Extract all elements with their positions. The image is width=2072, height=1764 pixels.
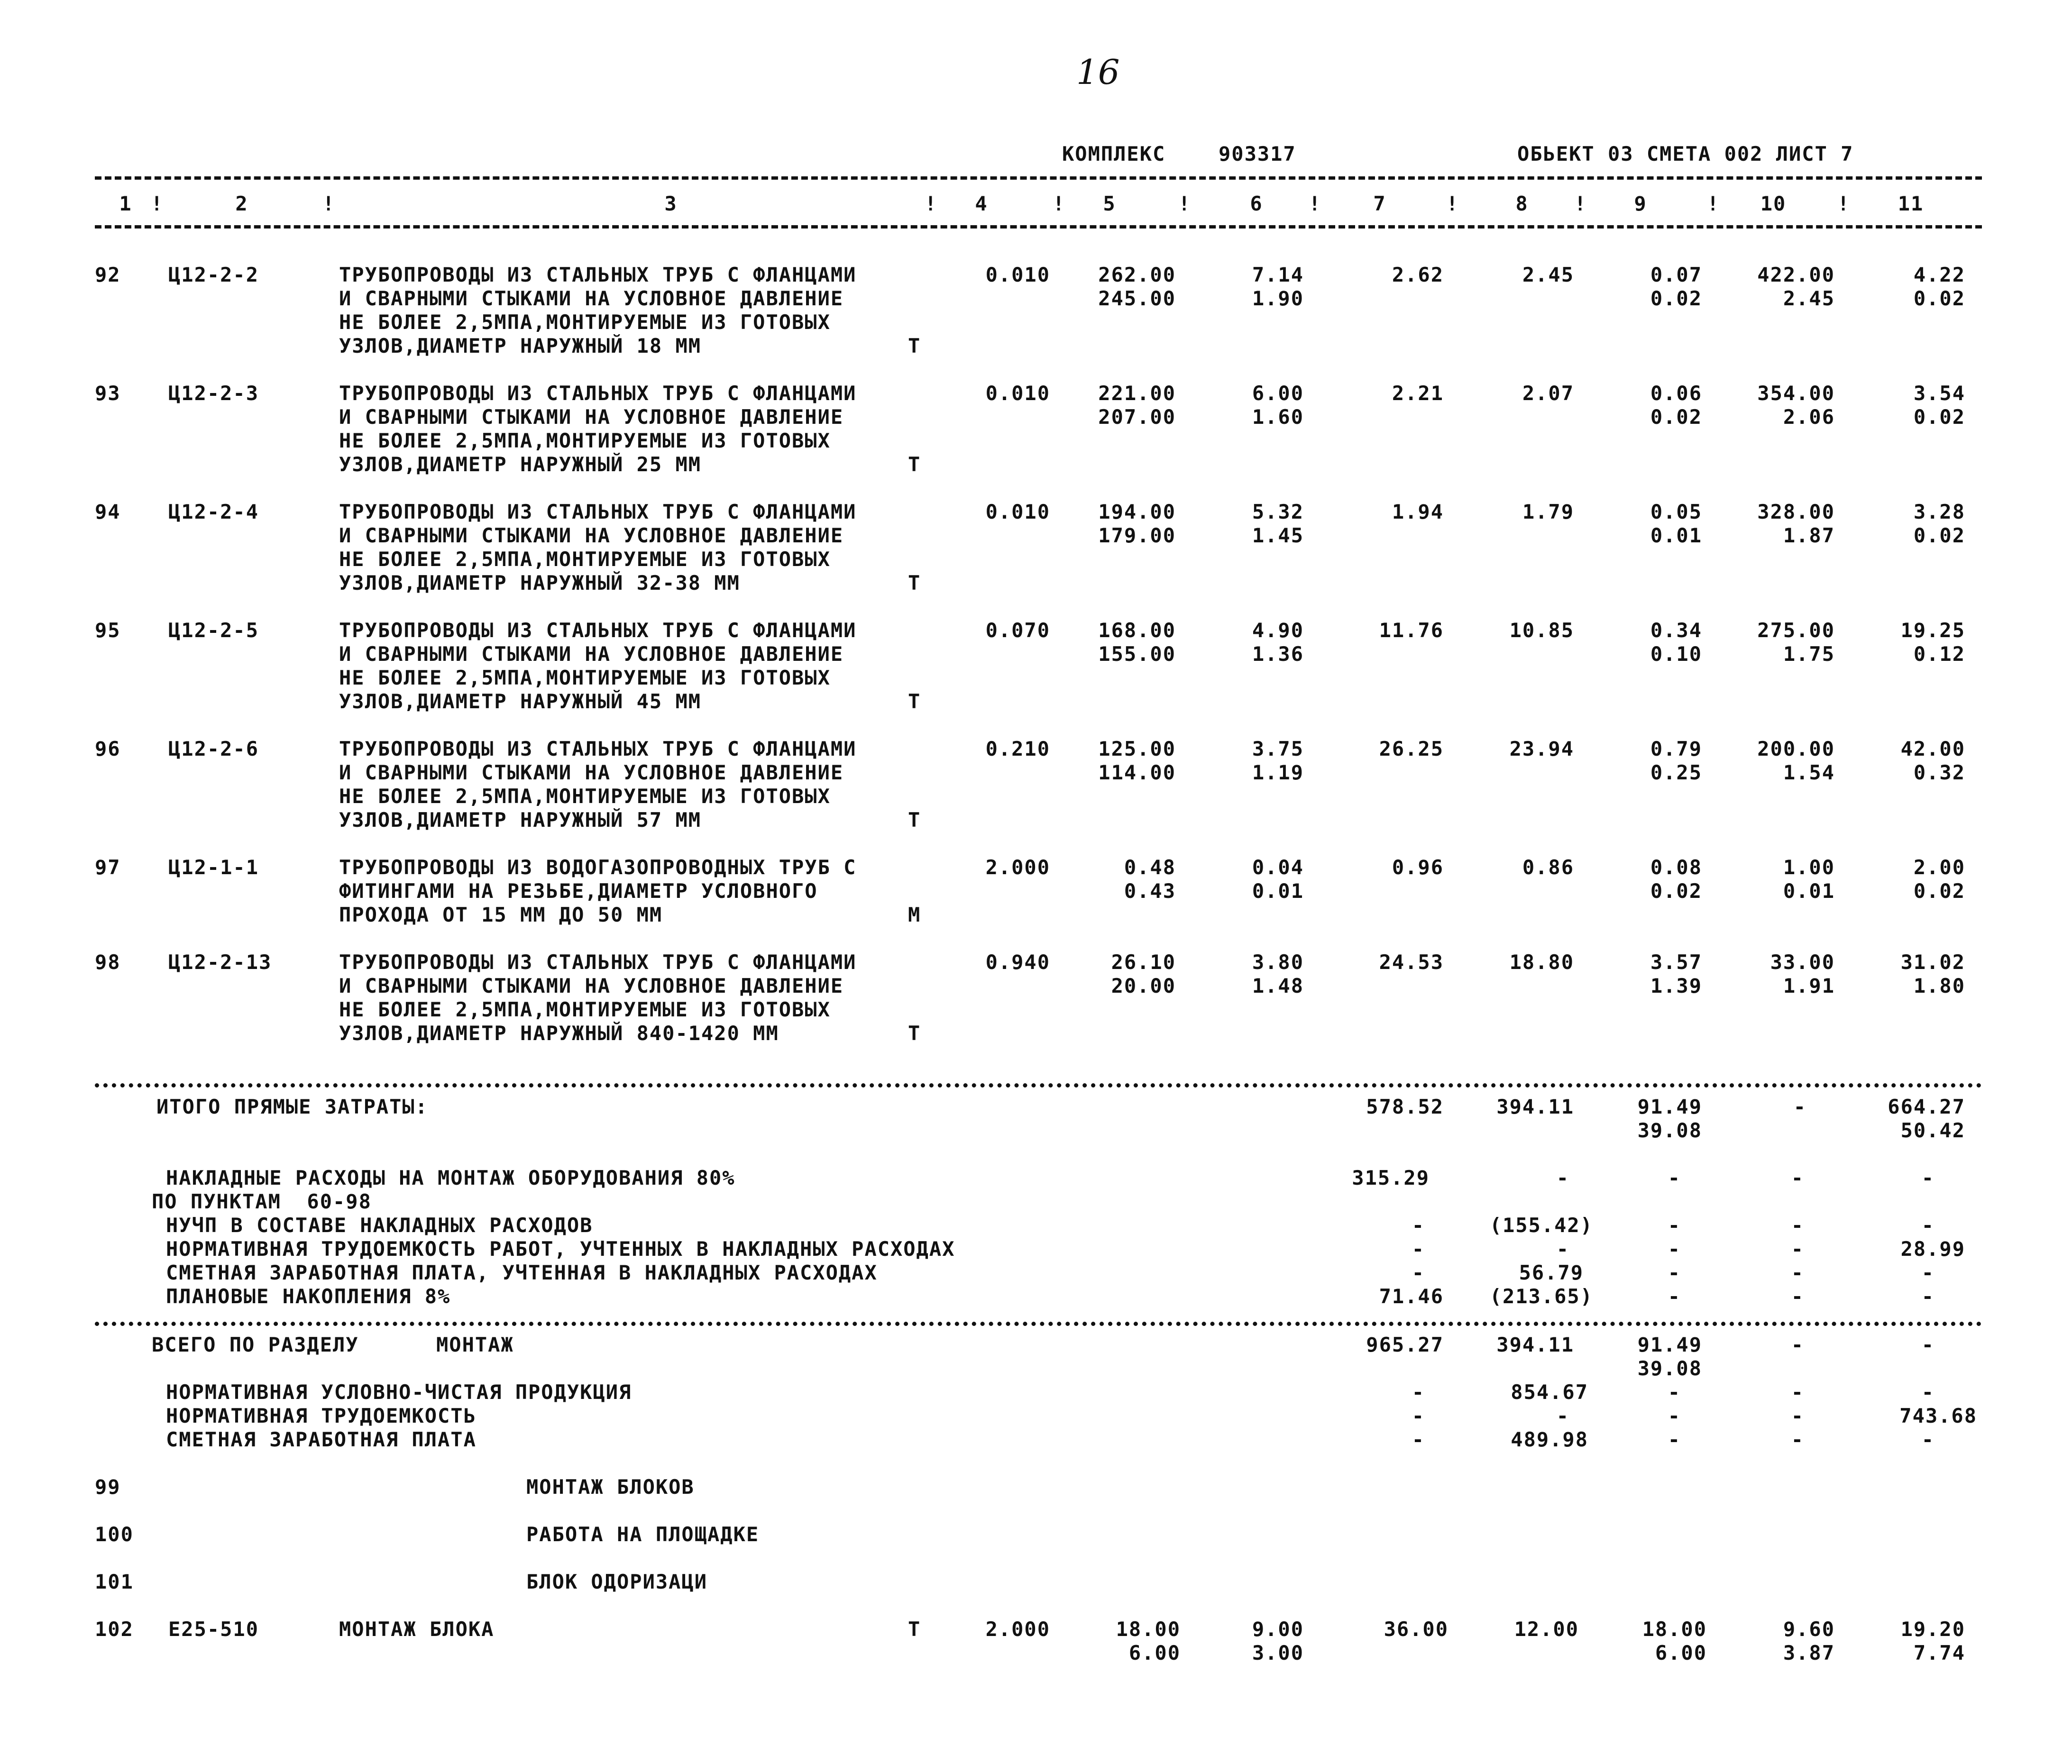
row-desc-line: УЗЛОВ,ДИАМЕТР НАРУЖНЫЙ 25 ММ [339, 453, 702, 476]
row-col9: 1.39 [1650, 974, 1702, 997]
row-col8: 2.07 [1522, 382, 1574, 405]
overhead-col10: - [1791, 1214, 1804, 1237]
totals-col8: 394.11 [1496, 1095, 1574, 1118]
row-code: Ц12-2-5 [168, 619, 259, 642]
overhead-col8: (213.65) [1489, 1285, 1593, 1308]
row-col10: 2.06 [1783, 405, 1835, 429]
row-qty: 0.940 [985, 951, 1050, 974]
col-sep: ! [1178, 192, 1192, 215]
section-total-col8: 854.67 [1511, 1380, 1588, 1404]
col-header-7: 7 [1373, 192, 1386, 215]
section-total-line: НОРМАТИВНАЯ УСЛОВНО-ЧИСТАЯ ПРОДУКЦИЯ [166, 1380, 632, 1404]
heading-text: РАБОТА НА ПЛОЩАДКЕ [526, 1523, 760, 1546]
heading-text: МОНТАЖ БЛОКОВ [526, 1475, 695, 1499]
row-col10: 200.00 [1757, 737, 1835, 760]
row-col11: 0.32 [1913, 761, 1965, 784]
overhead-col7: - [1412, 1214, 1425, 1237]
row-col9: 18.00 [1642, 1618, 1707, 1641]
section-total-col10: - [1791, 1380, 1804, 1404]
section-total-col8: - [1556, 1404, 1569, 1427]
row-number: 92 [95, 263, 121, 286]
row-col9: 6.00 [1655, 1641, 1707, 1664]
row-number: 93 [95, 382, 121, 405]
overhead-col10: - [1791, 1166, 1804, 1189]
section-total-col7: - [1412, 1404, 1425, 1427]
overhead-col7: 71.46 [1379, 1285, 1444, 1308]
row-col10: 33.00 [1770, 951, 1835, 974]
row-col11: 0.02 [1913, 879, 1965, 903]
col-sep: ! [151, 192, 164, 215]
overhead-line: ПЛАНОВЫЕ НАКОПЛЕНИЯ 8% [166, 1285, 451, 1308]
overhead-col9: - [1668, 1261, 1681, 1284]
row-unit: Т [908, 1618, 921, 1641]
row-desc-line: НЕ БОЛЕЕ 2,5МПА,МОНТИРУЕМЫЕ ИЗ ГОТОВЫХ [339, 785, 831, 808]
row-col7: 36.00 [1384, 1618, 1449, 1641]
row-col10: 1.54 [1783, 761, 1835, 784]
row-col11: 2.00 [1913, 856, 1965, 879]
totals-rule [95, 1083, 1982, 1088]
row-col8: 0.86 [1522, 856, 1574, 879]
row-number: 98 [95, 951, 121, 974]
row-code: Ц12-1-1 [168, 856, 259, 879]
row-col7: 1.94 [1392, 500, 1444, 523]
overhead-col8: 56.79 [1519, 1261, 1584, 1284]
row-desc-line: И СВАРНЫМИ СТЫКАМИ НА УСЛОВНОЕ ДАВЛЕНИЕ [339, 405, 844, 429]
col-sep: ! [1574, 192, 1587, 215]
overhead-col11: - [1921, 1214, 1934, 1237]
col-sep: ! [1309, 192, 1322, 215]
row-col6: 6.00 [1252, 382, 1304, 405]
row-col5: 155.00 [1098, 642, 1176, 666]
overhead-col10: - [1791, 1261, 1804, 1284]
row-col9: 0.07 [1650, 263, 1702, 286]
col-header-1: 1 [119, 192, 132, 215]
row-qty: 0.010 [985, 263, 1050, 286]
row-desc-line: УЗЛОВ,ДИАМЕТР НАРУЖНЫЙ 57 ММ [339, 808, 702, 832]
row-col11: 19.25 [1900, 619, 1965, 642]
totals-label: ИТОГО ПРЯМЫЕ ЗАТРАТЫ: [156, 1095, 429, 1118]
totals-col10: - [1793, 1095, 1806, 1118]
row-col10: 422.00 [1757, 263, 1835, 286]
row-col5: 0.43 [1124, 879, 1176, 903]
totals-col9: 39.08 [1637, 1119, 1702, 1142]
row-qty: 0.010 [985, 382, 1050, 405]
overhead-col9: - [1668, 1285, 1681, 1308]
row-desc-line: УЗЛОВ,ДИАМЕТР НАРУЖНЫЙ 18 ММ [339, 334, 702, 357]
section-total-col11: 743.68 [1899, 1404, 1977, 1427]
heading-number: 99 [95, 1475, 121, 1499]
section-total-name: МОНТАЖ [436, 1333, 514, 1356]
row-col7: 2.62 [1392, 263, 1444, 286]
col-header-5: 5 [1103, 192, 1116, 215]
row-qty: 2.000 [985, 856, 1050, 879]
row-col5: 221.00 [1098, 382, 1176, 405]
row-desc-line: ТРУБОПРОВОДЫ ИЗ СТАЛЬНЫХ ТРУБ С ФЛАНЦАМИ [339, 263, 857, 286]
col-header-11: 11 [1898, 192, 1924, 215]
row-col7: 26.25 [1379, 737, 1444, 760]
section-total-col7: - [1412, 1428, 1425, 1451]
row-desc-line: НЕ БОЛЕЕ 2,5МПА,МОНТИРУЕМЫЕ ИЗ ГОТОВЫХ [339, 548, 831, 571]
row-col6: 1.90 [1252, 287, 1304, 310]
row-number: 97 [95, 856, 121, 879]
overhead-col9: - [1668, 1237, 1681, 1261]
row-col8: 2.45 [1522, 263, 1574, 286]
row-col5: 179.00 [1098, 524, 1176, 547]
row-col11: 7.74 [1913, 1641, 1965, 1664]
header-rule-bottom [95, 225, 1982, 228]
row-desc-line: ТРУБОПРОВОДЫ ИЗ СТАЛЬНЫХ ТРУБ С ФЛАНЦАМИ [339, 619, 857, 642]
row-code: Ц12-2-4 [168, 500, 259, 523]
col-header-2: 2 [235, 192, 248, 215]
overhead-col9: - [1668, 1166, 1681, 1189]
section-total-col11: - [1921, 1380, 1934, 1404]
row-col8: 10.85 [1509, 619, 1574, 642]
row-col9: 0.79 [1650, 737, 1702, 760]
row-col6: 1.36 [1252, 642, 1304, 666]
totals-col7: 578.52 [1366, 1095, 1444, 1118]
row-desc-line: ТРУБОПРОВОДЫ ИЗ СТАЛЬНЫХ ТРУБ С ФЛАНЦАМИ [339, 737, 857, 760]
row-desc-line: И СВАРНЫМИ СТЫКАМИ НА УСЛОВНОЕ ДАВЛЕНИЕ [339, 524, 844, 547]
row-col6: 1.45 [1252, 524, 1304, 547]
col-header-10: 10 [1760, 192, 1787, 215]
row-col6: 1.48 [1252, 974, 1304, 997]
overhead-col8: - [1556, 1237, 1569, 1261]
row-col6: 3.00 [1252, 1641, 1304, 1664]
overhead-line: НАКЛАДНЫЕ РАСХОДЫ НА МОНТАЖ ОБОРУДОВАНИЯ 80% [166, 1166, 735, 1189]
row-col5: 207.00 [1098, 405, 1176, 429]
row-col11: 4.22 [1913, 263, 1965, 286]
row-col9: 0.34 [1650, 619, 1702, 642]
col-header-9: 9 [1634, 192, 1647, 215]
row-desc-line: И СВАРНЫМИ СТЫКАМИ НА УСЛОВНОЕ ДАВЛЕНИЕ [339, 761, 844, 784]
row-col6: 0.04 [1252, 856, 1304, 879]
row-desc-line: ФИТИНГАМИ НА РЕЗЬБЕ,ДИАМЕТР УСЛОВНОГО [339, 879, 818, 903]
section-total-col7: - [1412, 1380, 1425, 1404]
row-col8: 18.80 [1509, 951, 1574, 974]
row-desc-line: УЗЛОВ,ДИАМЕТР НАРУЖНЫЙ 840-1420 ММ [339, 1022, 779, 1045]
row-col11: 0.02 [1913, 524, 1965, 547]
section-total-col7: 965.27 [1366, 1333, 1444, 1356]
row-col11: 0.12 [1913, 642, 1965, 666]
col-header-8: 8 [1515, 192, 1529, 215]
complex-code: 903317 [1219, 142, 1296, 165]
overhead-col11: - [1921, 1285, 1934, 1308]
row-desc-line: И СВАРНЫМИ СТЫКАМИ НА УСЛОВНОЕ ДАВЛЕНИЕ [339, 287, 844, 310]
overhead-col10: - [1791, 1285, 1804, 1308]
row-qty: 0.210 [985, 737, 1050, 760]
row-code: Ц12-2-3 [168, 382, 259, 405]
section-total-col9: 39.08 [1637, 1357, 1702, 1380]
heading-text: БЛОК ОДОРИЗАЦИ [526, 1570, 708, 1593]
section-rule [95, 1322, 1982, 1326]
row-col9: 3.57 [1650, 951, 1702, 974]
row-col10: 1.75 [1783, 642, 1835, 666]
row-desc-line: ТРУБОПРОВОДЫ ИЗ ВОДОГАЗОПРОВОДНЫХ ТРУБ С [339, 856, 857, 879]
row-number: 94 [95, 500, 121, 523]
row-col10: 0.01 [1783, 879, 1835, 903]
row-desc-line: УЗЛОВ,ДИАМЕТР НАРУЖНЫЙ 32-38 ММ [339, 571, 740, 594]
row-col7: 11.76 [1379, 619, 1444, 642]
row-col5: 194.00 [1098, 500, 1176, 523]
row-unit: Т [908, 808, 921, 832]
row-col11: 3.54 [1913, 382, 1965, 405]
overhead-col8: (155.42) [1489, 1214, 1593, 1237]
row-col6: 0.01 [1252, 879, 1304, 903]
overhead-col9: - [1668, 1214, 1681, 1237]
row-desc-line: УЗЛОВ,ДИАМЕТР НАРУЖНЫЙ 45 ММ [339, 690, 702, 713]
row-qty: 2.000 [985, 1618, 1050, 1641]
heading-number: 100 [95, 1523, 134, 1546]
overhead-col11: - [1921, 1261, 1934, 1284]
row-desc-line: НЕ БОЛЕЕ 2,5МПА,МОНТИРУЕМЫЕ ИЗ ГОТОВЫХ [339, 998, 831, 1021]
section-total-col9: 91.49 [1637, 1333, 1702, 1356]
row-col7: 2.21 [1392, 382, 1444, 405]
row-col11: 0.02 [1913, 287, 1965, 310]
row-col10: 354.00 [1757, 382, 1835, 405]
row-col11: 0.02 [1913, 405, 1965, 429]
row-desc-line: ТРУБОПРОВОДЫ ИЗ СТАЛЬНЫХ ТРУБ С ФЛАНЦАМИ [339, 382, 857, 405]
col-sep: ! [1446, 192, 1459, 215]
overhead-col7: - [1412, 1237, 1425, 1261]
section-total-col9: - [1668, 1428, 1681, 1451]
row-col5: 262.00 [1098, 263, 1176, 286]
row-col5: 0.48 [1124, 856, 1176, 879]
totals-col9: 91.49 [1637, 1095, 1702, 1118]
row-col5: 114.00 [1098, 761, 1176, 784]
col-sep: ! [322, 192, 336, 215]
col-sep: ! [1837, 192, 1851, 215]
row-unit: М [908, 903, 921, 926]
row-col6: 3.80 [1252, 951, 1304, 974]
row-col10: 275.00 [1757, 619, 1835, 642]
row-col7: 24.53 [1379, 951, 1444, 974]
col-header-6: 6 [1250, 192, 1263, 215]
overhead-col11: - [1921, 1166, 1934, 1189]
row-col9: 0.10 [1650, 642, 1702, 666]
row-desc-line: ТРУБОПРОВОДЫ ИЗ СТАЛЬНЫХ ТРУБ С ФЛАНЦАМИ [339, 951, 857, 974]
row-col10: 9.60 [1783, 1618, 1835, 1641]
row-code: Ц12-2-6 [168, 737, 259, 760]
col-header-4: 4 [975, 192, 988, 215]
row-desc-line: И СВАРНЫМИ СТЫКАМИ НА УСЛОВНОЕ ДАВЛЕНИЕ [339, 642, 844, 666]
row-col10: 328.00 [1757, 500, 1835, 523]
row-col7: 0.96 [1392, 856, 1444, 879]
heading-number: 101 [95, 1570, 134, 1593]
object-info: ОБЬЕКТ 03 СМЕТА 002 ЛИСТ 7 [1517, 142, 1854, 165]
row-qty: 0.070 [985, 619, 1050, 642]
row-col8: 12.00 [1514, 1618, 1579, 1641]
row-col6: 5.32 [1252, 500, 1304, 523]
section-total-col10: - [1791, 1404, 1804, 1427]
row-desc-line: НЕ БОЛЕЕ 2,5МПА,МОНТИРУЕМЫЕ ИЗ ГОТОВЫХ [339, 311, 831, 334]
overhead-col7: 315.29 [1352, 1166, 1430, 1189]
section-total-col8: 489.98 [1511, 1428, 1588, 1451]
row-col6: 1.60 [1252, 405, 1304, 429]
section-total-col8: 394.11 [1496, 1333, 1574, 1356]
section-total-col10: - [1791, 1333, 1804, 1356]
row-code: Ц12-2-2 [168, 263, 259, 286]
row-qty: 0.010 [985, 500, 1050, 523]
overhead-col7: - [1412, 1261, 1425, 1284]
row-col10: 2.45 [1783, 287, 1835, 310]
row-code: Е25-510 [168, 1618, 259, 1641]
section-total-label: ВСЕГО ПО РАЗДЕЛУ [152, 1333, 359, 1356]
totals-col11: 664.27 [1888, 1095, 1965, 1118]
overhead-line: ПО ПУНКТАМ 60-98 [152, 1190, 372, 1213]
section-total-col11: - [1921, 1428, 1934, 1451]
section-total-line: СМЕТНАЯ ЗАРАБОТНАЯ ПЛАТА [166, 1428, 477, 1451]
row-col5: 125.00 [1098, 737, 1176, 760]
row-col9: 0.08 [1650, 856, 1702, 879]
row-desc-line: МОНТАЖ БЛОКА [339, 1618, 495, 1641]
row-col11: 3.28 [1913, 500, 1965, 523]
totals-col11: 50.42 [1900, 1119, 1965, 1142]
row-col10: 1.87 [1783, 524, 1835, 547]
overhead-col11: 28.99 [1900, 1237, 1965, 1261]
row-col5: 6.00 [1128, 1641, 1181, 1664]
row-col10: 1.91 [1783, 974, 1835, 997]
overhead-col8: - [1556, 1166, 1569, 1189]
row-col9: 0.06 [1650, 382, 1702, 405]
col-sep: ! [1707, 192, 1720, 215]
row-unit: Т [908, 1022, 921, 1045]
row-code: Ц12-2-13 [168, 951, 272, 974]
row-col9: 0.01 [1650, 524, 1702, 547]
row-col5: 245.00 [1098, 287, 1176, 310]
row-col9: 0.25 [1650, 761, 1702, 784]
header-rule-top [95, 176, 1982, 180]
row-desc-line: ПРОХОДА ОТ 15 ММ ДО 50 ММ [339, 903, 663, 926]
page-number: 16 [1076, 52, 1120, 92]
row-col5: 18.00 [1116, 1618, 1181, 1641]
section-total-col9: - [1668, 1404, 1681, 1427]
row-col8: 1.79 [1522, 500, 1574, 523]
row-unit: Т [908, 571, 921, 594]
row-col5: 168.00 [1098, 619, 1176, 642]
section-total-col10: - [1791, 1428, 1804, 1451]
row-col6: 3.75 [1252, 737, 1304, 760]
col-sep: ! [1053, 192, 1066, 215]
row-col9: 0.02 [1650, 405, 1702, 429]
col-header-3: 3 [664, 192, 678, 215]
overhead-line: СМЕТНАЯ ЗАРАБОТНАЯ ПЛАТА, УЧТЕННАЯ В НАКЛАДНЫХ РАСХОДАХ [166, 1261, 878, 1284]
section-total-line: НОРМАТИВНАЯ ТРУДОЕМКОСТЬ [166, 1404, 477, 1427]
row-desc-line: НЕ БОЛЕЕ 2,5МПА,МОНТИРУЕМЫЕ ИЗ ГОТОВЫХ [339, 429, 831, 452]
row-unit: Т [908, 690, 921, 713]
row-col6: 1.19 [1252, 761, 1304, 784]
row-desc-line: НЕ БОЛЕЕ 2,5МПА,МОНТИРУЕМЫЕ ИЗ ГОТОВЫХ [339, 666, 831, 689]
row-col5: 20.00 [1111, 974, 1176, 997]
row-desc-line: И СВАРНЫМИ СТЫКАМИ НА УСЛОВНОЕ ДАВЛЕНИЕ [339, 974, 844, 997]
row-number: 102 [95, 1618, 134, 1641]
row-col8: 23.94 [1509, 737, 1574, 760]
row-col6: 4.90 [1252, 619, 1304, 642]
row-unit: Т [908, 334, 921, 357]
row-number: 95 [95, 619, 121, 642]
row-col11: 42.00 [1900, 737, 1965, 760]
overhead-line: НУЧП В СОСТАВЕ НАКЛАДНЫХ РАСХОДОВ [166, 1214, 593, 1237]
row-col5: 26.10 [1111, 951, 1176, 974]
row-col11: 19.20 [1900, 1618, 1965, 1641]
row-col9: 0.02 [1650, 879, 1702, 903]
row-desc-line: ТРУБОПРОВОДЫ ИЗ СТАЛЬНЫХ ТРУБ С ФЛАНЦАМИ [339, 500, 857, 523]
section-total-col9: - [1668, 1380, 1681, 1404]
row-unit: Т [908, 453, 921, 476]
row-col9: 0.05 [1650, 500, 1702, 523]
overhead-line: НОРМАТИВНАЯ ТРУДОЕМКОСТЬ РАБОТ, УЧТЕННЫХ В НАКЛАДНЫХ РАСХОДАХ [166, 1237, 955, 1261]
row-col6: 7.14 [1252, 263, 1304, 286]
row-col9: 0.02 [1650, 287, 1702, 310]
row-col6: 9.00 [1252, 1618, 1304, 1641]
col-sep: ! [925, 192, 938, 215]
row-col10: 1.00 [1783, 856, 1835, 879]
section-total-col11: - [1921, 1333, 1934, 1356]
row-col11: 1.80 [1913, 974, 1965, 997]
row-col10: 3.87 [1783, 1641, 1835, 1664]
row-number: 96 [95, 737, 121, 760]
row-col11: 31.02 [1900, 951, 1965, 974]
overhead-col10: - [1791, 1237, 1804, 1261]
complex-label: КОМПЛЕКС [1062, 142, 1166, 165]
